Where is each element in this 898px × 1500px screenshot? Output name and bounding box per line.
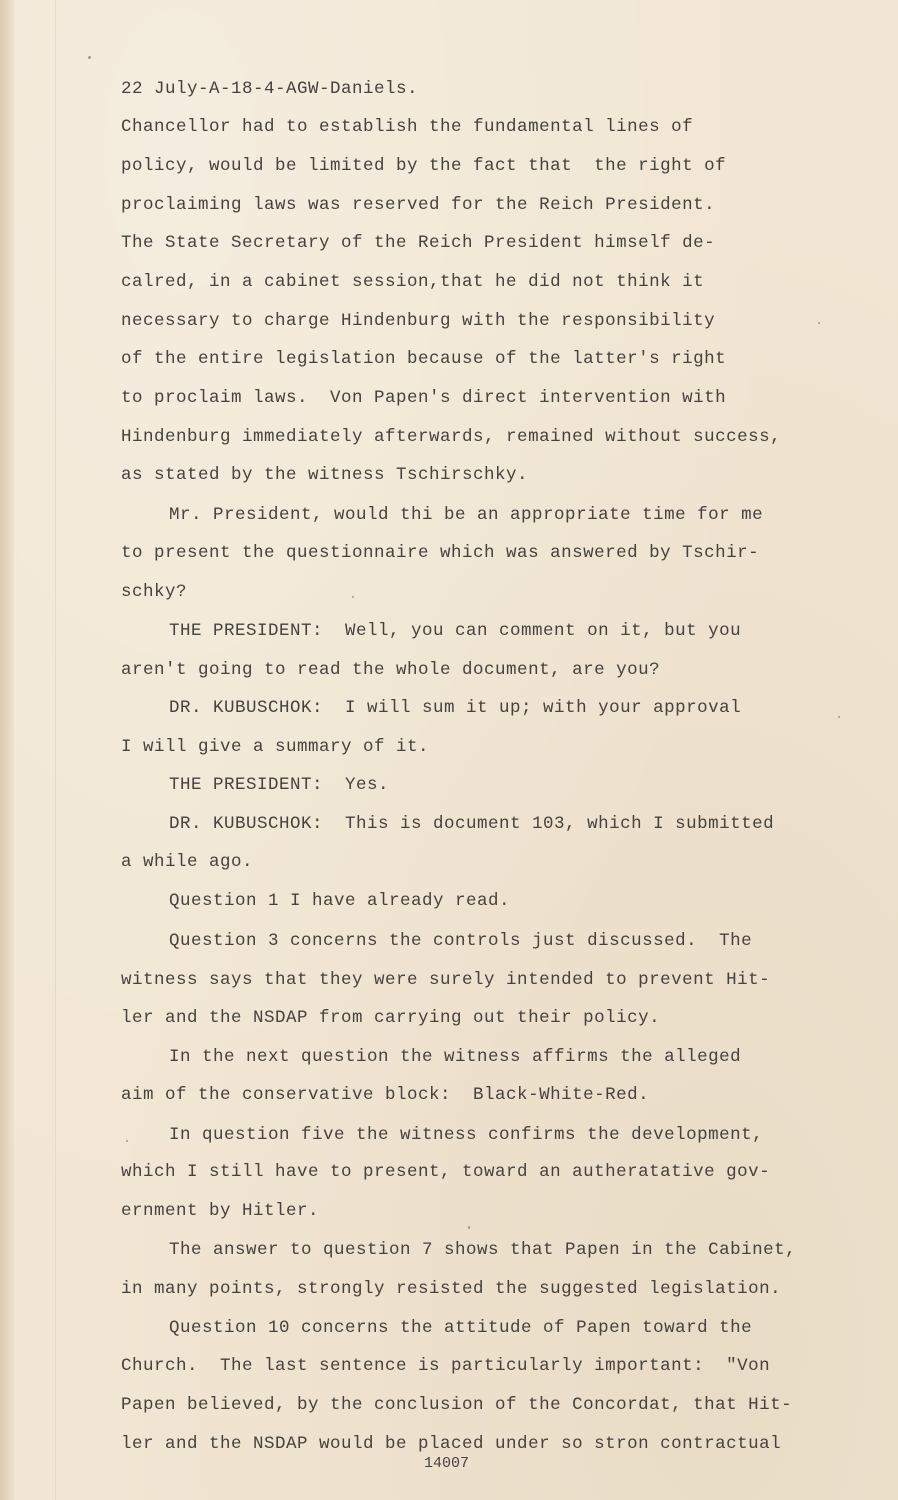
text-line: ernment by Hitler. xyxy=(121,1201,320,1221)
text-line: as stated by the witness Tschirschky. xyxy=(121,465,529,485)
text-line: aim of the conservative block: Black-White-Red. xyxy=(121,1085,650,1105)
paper-speck xyxy=(468,1226,470,1229)
text-line: calred, in a cabinet session,that he did not think it xyxy=(121,272,705,292)
paper-speck xyxy=(126,1140,128,1142)
text-line: Mr. President, would thi be an appropriate time for me xyxy=(169,505,764,525)
text-line: schky? xyxy=(121,582,188,602)
text-line: aren't going to read the whole document, are you? xyxy=(121,660,661,680)
text-line: to proclaim laws. Von Papen's direct intervention with xyxy=(121,388,727,408)
text-line: In the next question the witness affirms the alleged xyxy=(169,1047,742,1067)
page-number: 14007 xyxy=(424,1455,470,1472)
paper-speck xyxy=(838,716,840,718)
text-line: DR. KUBUSCHOK: This is document 103, which I submitted xyxy=(169,814,775,834)
text-line: Papen believed, by the conclusion of the Concordat, that Hit- xyxy=(121,1395,793,1415)
text-line: Question 1 I have already read. xyxy=(169,891,511,911)
text-line: in many points, strongly resisted the suggested legislation. xyxy=(121,1279,782,1299)
paper-speck xyxy=(818,322,820,324)
text-line: witness says that they were surely intended to prevent Hit- xyxy=(121,970,771,990)
document-header: 22 July-A-18-4-AGW-Daniels. xyxy=(121,79,419,99)
text-line: policy, would be limited by the fact that the right of xyxy=(121,156,727,176)
text-line: ler and the NSDAP would be placed under so stron contractual xyxy=(121,1434,782,1454)
text-line: DR. KUBUSCHOK: I will sum it up; with your approval xyxy=(169,698,742,718)
page-spine-shadow xyxy=(0,0,14,1500)
text-line: Hindenburg immediately afterwards, remained without success, xyxy=(121,427,782,447)
text-line: of the entire legislation because of the latter's right xyxy=(121,349,727,369)
text-line: to present the questionnaire which was answered by Tschir- xyxy=(121,543,760,563)
text-line: proclaiming laws was reserved for the Reich President. xyxy=(121,195,716,215)
text-line: ler and the NSDAP from carrying out their policy. xyxy=(121,1008,661,1028)
text-line: THE PRESIDENT: Well, you can comment on it, but you xyxy=(169,621,742,641)
text-line: which I still have to present, toward an autheratative gov- xyxy=(121,1162,771,1182)
text-line: The State Secretary of the Reich President himself de- xyxy=(121,233,716,253)
text-line: a while ago. xyxy=(121,852,254,872)
paper-speck xyxy=(352,596,354,598)
paper-speck xyxy=(88,56,91,59)
text-line: Chancellor had to establish the fundamental lines of xyxy=(121,117,694,137)
text-line: necessary to charge Hindenburg with the responsibility xyxy=(121,311,716,331)
text-line: THE PRESIDENT: Yes. xyxy=(169,775,390,795)
page-margin-line xyxy=(55,0,56,1500)
text-line: Question 3 concerns the controls just discussed. The xyxy=(169,931,753,951)
text-line: In question five the witness confirms the development, xyxy=(169,1125,764,1145)
text-line: Church. The last sentence is particularly important: "Von xyxy=(121,1356,771,1376)
text-line: The answer to question 7 shows that Papen in the Cabinet, xyxy=(169,1240,797,1260)
text-line: I will give a summary of it. xyxy=(121,737,430,757)
text-line: Question 10 concerns the attitude of Papen toward the xyxy=(169,1318,753,1338)
